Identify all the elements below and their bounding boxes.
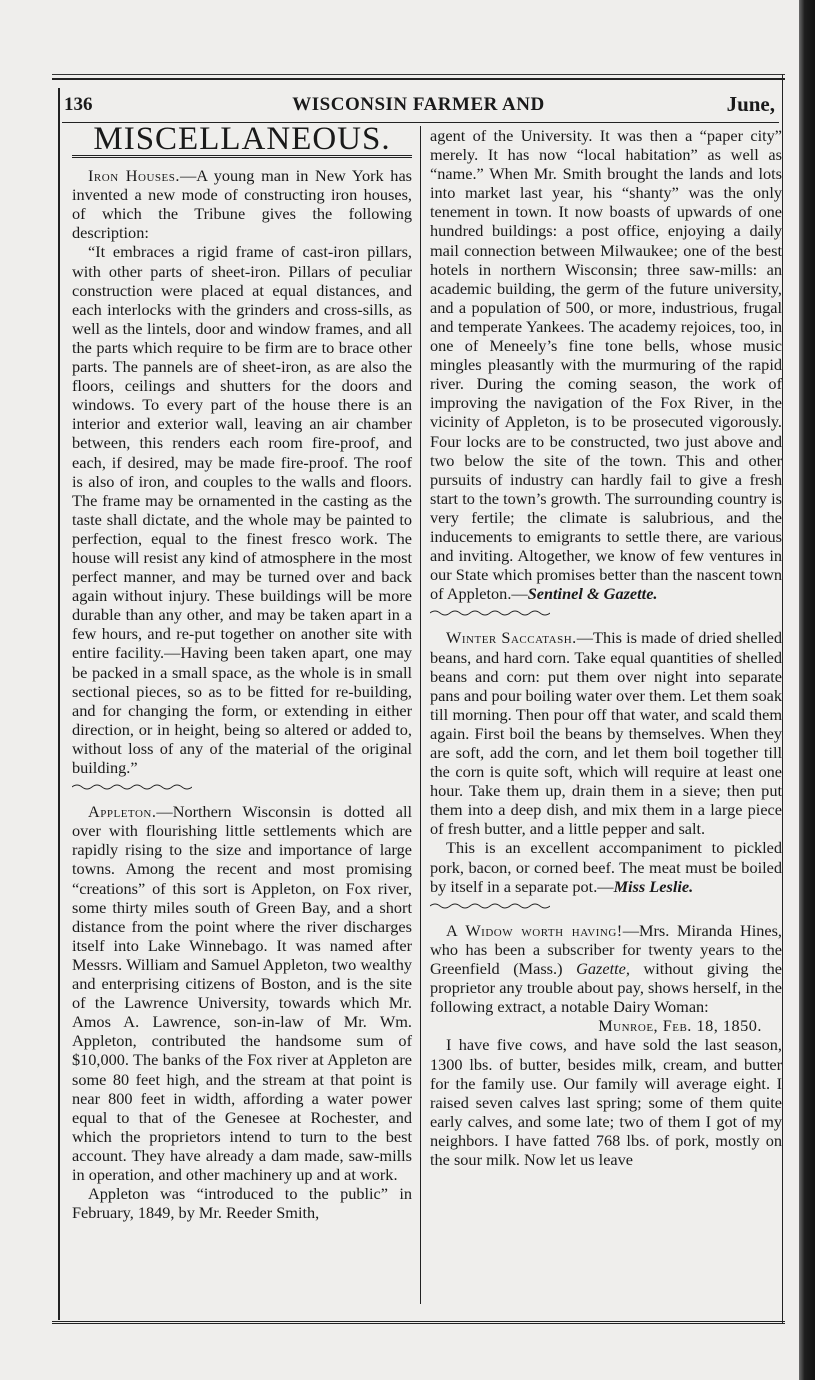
section-title: MISCELLANEOUS.: [93, 121, 391, 157]
widow-text-b: without giving the proprietor any trouble about pay, shows herself, in the following extract, a notable Dairy Woman:: [430, 959, 782, 1017]
iron-houses-heading: Iron Houses.: [88, 166, 180, 186]
appleton-paragraph: [72, 802, 412, 1184]
article-separator: [430, 608, 550, 618]
left-border: [58, 88, 60, 1320]
appleton-source: Sentinel & Gazette.: [527, 584, 658, 604]
running-header: [62, 92, 775, 118]
page-edge-shadow: [799, 0, 815, 1380]
letter-dateline: Munroe, Feb. 18, 1850.: [598, 1016, 762, 1036]
appleton-text: —Northern Wisconsin is dotted all over with flourishing little settlements which are rapidly rising to the size and importance of large towns. Among the recent and most promising “creations” of this sort is Appleton, on Fox river, some thirty miles south of Green Bay, and a short distance from the point where the river discharges itself into Lake Winnebago. It was named after Messrs. William and Samuel Appleton, two wealthy and enterprising citizens of Boston, and is the site of the Lawrence University, towards which Mr. Amos A. Lawrence, son-in-law of Mr. Wm. Appleton, contributed the handsome sum of $10,000. The banks of the Fox river at Appleton are some 80 feet high, and the stream at that point is near 800 feet in width, affording a water power equal to that of the Genesee at Rochester, and which the proprietors intend to turn to the best account. They have already a dam made, saw-mills in operation, and other machinery up and at work.: [72, 802, 412, 1184]
letter-body: I have five cows, and have sold the last season, 1300 lbs. of butter, besides milk, cream, and butter for the family use. Our family will average eight. I raised seven calves last spring; some of them quite early calves, and some late; two of them I got of my neighbors. I have fatted 768 lbs. of pork, mostly on the sour milk. Now let us leave: [430, 1035, 782, 1169]
appleton-heading: Appleton.: [88, 802, 157, 822]
succotash-heading: Winter Saccatash.: [446, 628, 577, 648]
column-divider: [420, 126, 421, 1304]
left-column: [72, 121, 413, 1223]
appleton-paragraph-2: Appleton was “introduced to the public” in February, 1849, by Mr. Reeder Smith,: [72, 1184, 412, 1223]
widow-text-a: —Mrs. Miranda Hines, who has been a subscriber for twenty years to the Greenfield (Mass.): [430, 920, 782, 979]
iron-houses-intro: [72, 166, 412, 242]
widow-heading: A Widow worth having!: [446, 920, 623, 940]
appleton-continued-text: agent of the University. It was then a “paper city” merely. It has now “local habitation” as well as “name.” When Mr. Smith brought the lands and lots into market last year, his “shanty” was the only tenement in town. It now boasts of upwards of one hundred buildings: a post office, enjoying a daily mail connection between Milwaukee; one of the best hotels in northern Wisconsin; three saw-mills: an academic building, the germ of the future university, and a population of 500, or more, industrious, frugal and temperate Yankees. The academy rejoices, too, in one of Meneely’s fine tone bells, whose music mingles pleasantly with the murmuring of the rapid river. During the coming season, the work of improving the navigation of the Fox River, in the vicinity of Appleton, is to be prosecuted vigorously. Four locks are to be constructed, two just above and two below the site of the town. This and other pursuits of industry can hardly fail to give a fresh start to the town’s growth. The surrounding country is very fertile; the climate is salubrious, and the inducements to emigrants to settle there, are various and inviting. Altogether, we know of few ventures in our State which promises better than the nascent town of Appleton.—: [430, 126, 782, 604]
top-rule-heavy: [52, 78, 785, 80]
right-border: [782, 74, 783, 1324]
bottom-rule: [52, 1321, 785, 1324]
article-separator: [430, 901, 550, 911]
succotash-source: Miss Leslie.: [613, 876, 694, 896]
appleton-continued: [430, 126, 782, 603]
newspaper-page: [52, 74, 785, 1324]
page-number: 136: [64, 94, 93, 115]
widow-paragraph: [430, 921, 782, 1016]
iron-houses-intro-text: —A young man in New York has invented a new mode of constructing iron houses, of which the Tribune gives the following description:: [72, 166, 413, 243]
succotash-text-2: This is an excellent accompaniment to pickled pork, bacon, or corned beef. The meat must be boiled by itself in a separate pot.—: [430, 838, 782, 896]
succotash-paragraph-2: [430, 838, 782, 895]
right-column: [430, 126, 782, 1169]
succotash-paragraph: [430, 628, 782, 838]
journal-title: WISCONSIN FARMER AND: [292, 94, 545, 115]
article-separator: [72, 782, 192, 792]
iron-houses-description: “It embraces a rigid frame of cast-iron pillars, with other parts of sheet-iron. Pillars of peculiar construction were placed at equal distances, and each interlocks with the grinders and cross-sills, as well as the lintels, door and window frames, and all the parts which require to be firm are to brace other parts. The pannels are of sheet-iron, as are also the floors, ceilings and shutters for the doors and windows. To every part of the house there is an interior and exterior wall, leaving an air chamber between, this renders each room fire-proof, and each, if desired, may be made fire-proof. The roof is also of iron, and couples to the walls and floors. The frame may be ornamented in the casting as the taste shall dictate, and the whole may be painted to perfection, equal to the finest fresco work. The house will resist any kind of atmosphere in the most perfect manner, and may be turned over and back again without injury. These buildings will be more durable than any other, and may be taken apart in a few hours, and re-put together on another site with entire facility.—Having been taken apart, one may be packed in a small space, as the whole is in small sectional pieces, so as to be fitted for re-building, and for changing the form, or extending in either direction, or in height, being so altered or added to, without loss of any of the material of the original building.”: [72, 242, 412, 777]
top-rule: [52, 74, 785, 75]
succotash-text: —This is made of dried shelled beans, and hard corn. Take equal quantities of shelled beans and corn: put them over night into separate pans and pour boiling water over them. Let them soak till morning. Then pour off that water, and scald them again. First boil the beans by themselves. When they are soft, add the corn, and let them boil together till the corn is quite soft, which will require at least one hour. Take them up, drain them in a sieve; then put them into a deep dish, and mix them in a large piece of fresh butter, and a little pepper and salt.: [430, 628, 783, 839]
issue-month: June,: [726, 92, 775, 116]
widow-gazette: Gazette,: [576, 959, 630, 979]
